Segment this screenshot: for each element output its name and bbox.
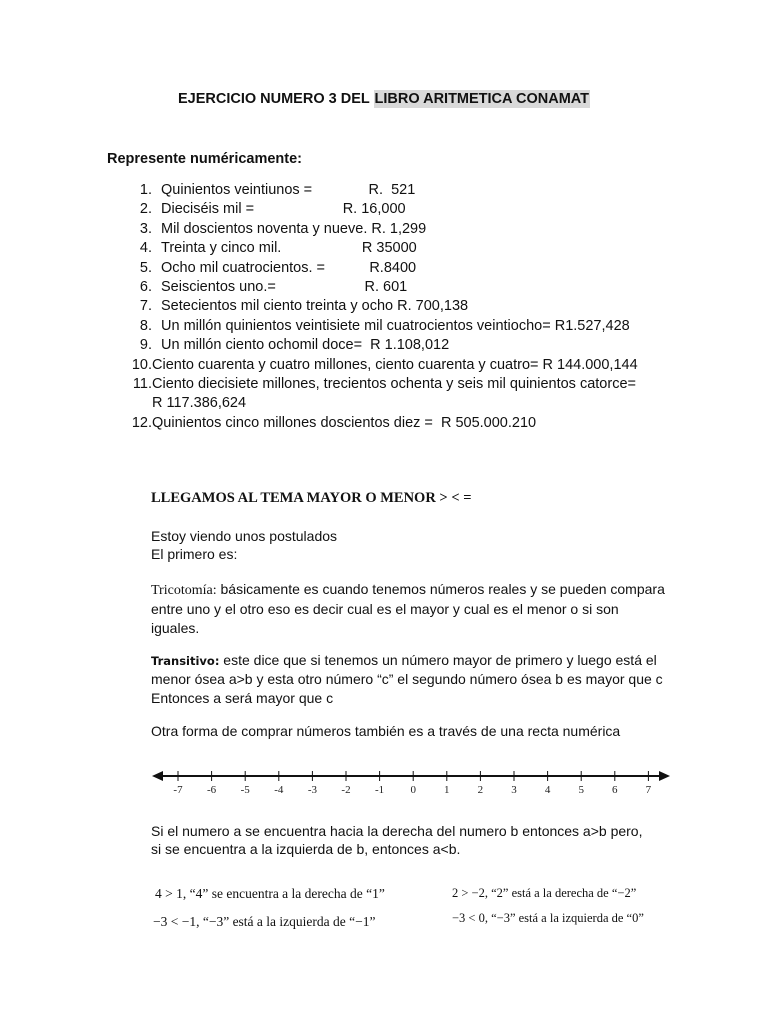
list-number: 8. bbox=[139, 317, 152, 334]
number-line-tick-label: -5 bbox=[240, 784, 250, 796]
number-line-tick-label: 1 bbox=[444, 784, 450, 796]
number-line-intro: Otra forma de comprar números también es a través de una recta numérica bbox=[151, 723, 621, 739]
tricotomia-paragraph bbox=[151, 580, 665, 637]
number-line-tick-label: 4 bbox=[544, 784, 551, 796]
list-text: Quinientos veintiunos = R. 521 bbox=[161, 182, 416, 198]
explanation-line: si se encuentra a la izquierda de b, entonces a<b. bbox=[151, 841, 461, 858]
list-text: Ocho mil cuatrocientos. = R.8400 bbox=[161, 259, 417, 276]
list-text: Seiscientos uno.= R. 601 bbox=[161, 279, 408, 296]
list-number: 7. bbox=[139, 298, 152, 315]
title-highlighted: LIBRO ARITMETICA CONAMAT bbox=[374, 91, 590, 107]
list-number: 6. bbox=[139, 279, 152, 296]
list-text: Ciento cuarenta y cuatro millones, ciento cuarenta y cuatro= R 144.000,144 bbox=[152, 356, 638, 373]
transitivo-term: Transitivo: bbox=[151, 654, 220, 668]
list-text: Ciento diecisiete millones, trecientos ochenta y seis mil quinientos catorce= bbox=[152, 376, 636, 393]
list-item bbox=[120, 200, 638, 219]
transitivo-text: Entonces a será mayor que c bbox=[151, 689, 334, 706]
number-line-tick-label: -6 bbox=[207, 784, 217, 796]
exercise-list bbox=[120, 181, 638, 433]
number-line-tick-label: 7 bbox=[645, 784, 652, 796]
tricotomia-text: entre uno y el otro eso es decir cual es el mayor y cual es el menor o si son bbox=[151, 601, 619, 618]
list-number: 10. bbox=[131, 356, 152, 373]
number-line-tick-label: -7 bbox=[173, 784, 183, 796]
intro-paragraph bbox=[151, 527, 337, 564]
example-3: −3 < −1, “−3” está a la izquierda de “−1” bbox=[153, 914, 376, 929]
left-arrow-icon bbox=[152, 771, 163, 781]
transitivo-text: este dice que si tenemos un número mayor de primero y luego está el bbox=[219, 652, 657, 668]
number-line-tick-label: 2 bbox=[477, 784, 484, 796]
list-item bbox=[120, 181, 638, 200]
number-line-tick-label: 5 bbox=[578, 784, 584, 796]
list-number: 5. bbox=[139, 259, 152, 276]
list-item bbox=[120, 375, 638, 394]
example-4: −3 < 0, “−3” está a la izquierda de “0” bbox=[452, 911, 644, 925]
list-item bbox=[120, 278, 638, 297]
list-text: Quinientos cinco millones doscientos diez = R 505.000.210 bbox=[152, 414, 537, 431]
list-number: 1. bbox=[139, 182, 152, 198]
transitivo-text: menor ósea a>b y esta otro número “c” el segundo número ósea b es mayor que c bbox=[151, 671, 663, 688]
number-line bbox=[150, 764, 672, 800]
example-1: 4 > 1, “4” se encuentra a la derecha de “1” bbox=[155, 886, 385, 901]
list-text: Setecientos mil ciento treinta y ocho R. 700,138 bbox=[161, 298, 469, 315]
list-item bbox=[120, 356, 638, 375]
number-line-tick-label: 0 bbox=[410, 784, 416, 796]
number-line-tick-label: -4 bbox=[274, 784, 284, 796]
list-text: Dieciséis mil = R. 16,000 bbox=[161, 201, 406, 218]
number-line-tick-label: 3 bbox=[511, 784, 517, 796]
list-text: Un millón quinientos veintisiete mil cuatrocientos veintiocho= R1.527,428 bbox=[161, 317, 630, 334]
number-line-tick-label: -3 bbox=[307, 784, 317, 796]
tricotomia-text: básicamente es cuando tenemos números reales y se pueden compara bbox=[216, 581, 665, 597]
document-title bbox=[0, 91, 768, 107]
transitivo-paragraph bbox=[151, 651, 663, 707]
number-line-tick-label: 6 bbox=[612, 784, 618, 796]
list-item bbox=[120, 259, 638, 278]
list-number: 2. bbox=[139, 201, 152, 218]
explanation-paragraph bbox=[151, 822, 642, 859]
list-number: 9. bbox=[139, 337, 152, 354]
number-line-tick-label: -2 bbox=[341, 784, 351, 796]
intro-line: El primero es: bbox=[151, 546, 238, 563]
number-line-tick-label: -1 bbox=[375, 784, 385, 796]
list-item bbox=[120, 317, 638, 336]
list-item-continuation bbox=[120, 394, 638, 413]
title-prefix: EJERCICIO NUMERO 3 DEL bbox=[177, 91, 374, 107]
list-text: Treinta y cinco mil. R 35000 bbox=[161, 240, 417, 257]
right-arrow-icon bbox=[659, 771, 670, 781]
tricotomia-term: Tricotomía: bbox=[151, 583, 217, 598]
list-number: 4. bbox=[139, 240, 152, 257]
list-item bbox=[120, 220, 638, 239]
list-text: Un millón ciento ochomil doce= R 1.108,012 bbox=[161, 337, 450, 354]
example-2: 2 > −2, “2” está a la derecha de “−2” bbox=[452, 886, 637, 900]
list-number: 3. bbox=[139, 220, 152, 237]
list-item bbox=[120, 414, 638, 433]
list-text: Mil doscientos noventa y nueve. R. 1,299 bbox=[161, 220, 427, 237]
list-item bbox=[120, 239, 638, 258]
explanation-line: Si el numero a se encuentra hacia la derecha del numero b entonces a>b pero, bbox=[151, 823, 643, 839]
section-heading: LLEGAMOS AL TEMA MAYOR O MENOR > < = bbox=[151, 490, 472, 506]
list-item bbox=[120, 336, 638, 355]
exercise-instructions: Represente numéricamente: bbox=[107, 151, 303, 167]
list-number: 11. bbox=[132, 376, 152, 393]
list-text: R 117.386,624 bbox=[152, 395, 247, 412]
intro-line: Estoy viendo unos postulados bbox=[151, 528, 338, 544]
tricotomia-text: iguales. bbox=[151, 619, 200, 636]
list-item bbox=[120, 297, 638, 316]
list-number: 12. bbox=[131, 414, 152, 431]
